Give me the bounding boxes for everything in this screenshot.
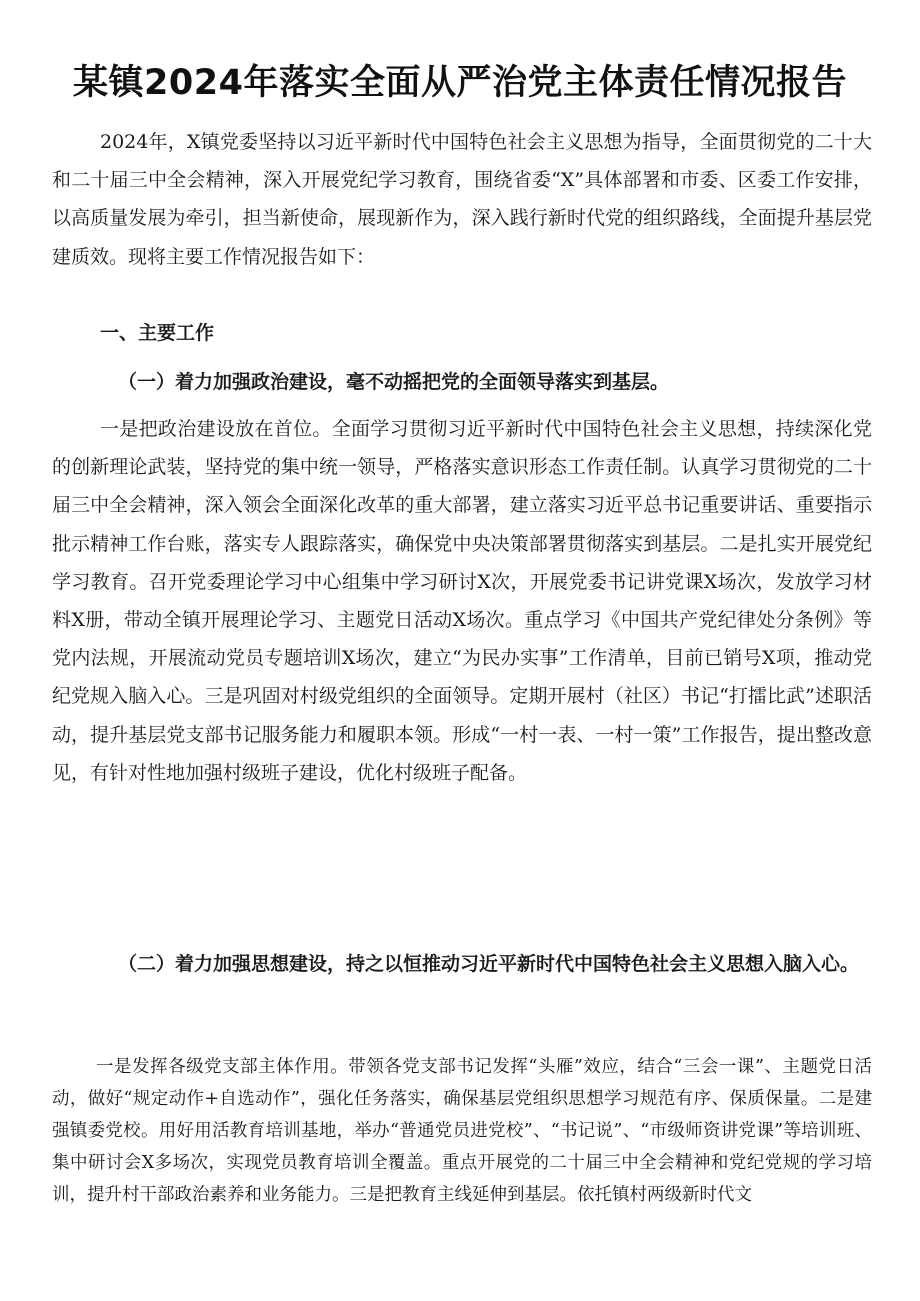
subsection-body-political-building: 一是把政治建设放在首位。全面学习贯彻习近平新时代中国特色社会主义思想，持续深化党的创新理论武装，坚持党的集中统一领导，严格落实意识形态工作责任制。认真学习贯彻党的二十届三中全会精神，深入领会全面深化改革的重大部署，建立落实习近平总书记重要讲话、重要指示批示精神工作台账，落实专人跟踪落实，确保党中央决策部署贯彻落实到基层。二是扎实开展党纪学习教育。召开党委理论学习中心组集中学习研讨X次，开展党委书记讲党课X场次，发放学习材料X册，带动全镇开展理论学习、主题党日活动X场次。重点学习《中国共产党纪律处分条例》等党内法规，开展流动党员专题培训X场次，建立“为民办实事”工作清单，目前已销号X项，推动党纪党规入脑入心。三是巩固对村级党组织的全面领导。定期开展村（社区）书记“打擂比武”述职活动，提升基层党支部书记服务能力和履职本领。形成“一村一表、一村一策”工作报告，提出整改意见，有针对性地加强村级班子建设，优化村级班子配备。	[52, 418, 872, 784]
intro-paragraph: 2024年，X镇党委坚持以习近平新时代中国特色社会主义思想为指导，全面贯彻党的二十大和二十届三中全会精神，深入开展党纪学习教育，围绕省委“X”具体部署和市委、区委工作安排，以高质量发展为牵引，担当新使命，展现新作为，深入践行新时代党的组织路线，全面提升基层党建质效。现将主要工作情况报告如下：	[52, 131, 872, 268]
subsection-body-ideological-building: 一是发挥各级党支部主体作用。带领各党支部书记发挥“头雁”效应，结合“三会一课”、主题党日活动，做好“规定动作+自选动作”，强化任务落实，确保基层党组织思想学习规范有序、保质保量。二是建强镇委党校。用好用活教育培训基地，举办“普通党员进党校”、“书记说”、“市级师资讲党课”等培训班、集中研讨会X多场次，实现党员教育培训全覆盖。重点开展党的二十届三中全会精神和党纪党规的学习培训，提升村干部政治素养和业务能力。三是把教育主线延伸到基层。依托镇村两级新时代文	[52, 1057, 872, 1205]
subsection-heading-ideological-building: （二）着力加强思想建设，持之以恒推动习近平新时代中国特色社会主义思想入脑入心。	[118, 953, 860, 975]
document-title: 某镇2024年落实全面从严治党主体责任情况报告	[73, 63, 847, 103]
section-heading-main-work: 一、主要工作	[100, 322, 215, 344]
subsection-heading-political-building: （一）着力加强政治建设，毫不动摇把党的全面领导落实到基层。	[118, 371, 670, 393]
